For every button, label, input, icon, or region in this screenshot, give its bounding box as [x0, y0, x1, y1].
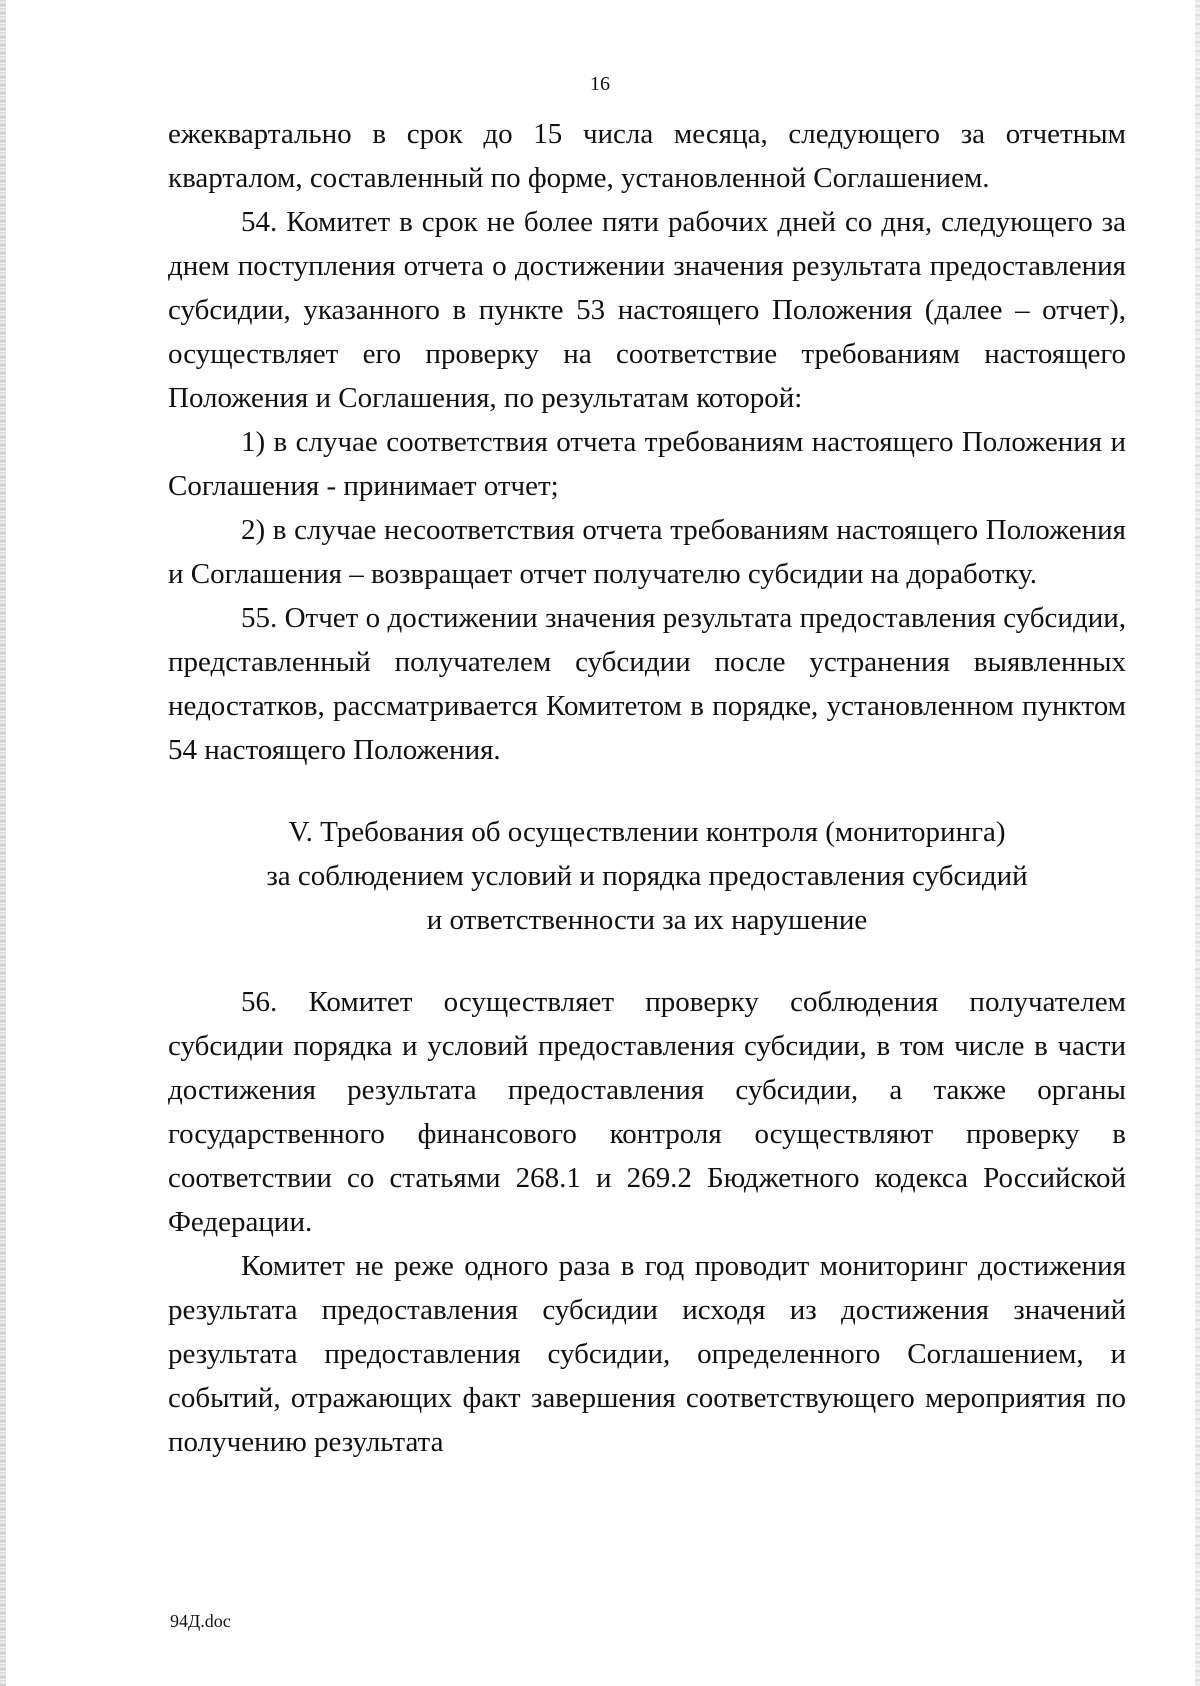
paragraph-monitoring: Комитет не реже одного раза в год проводит мониторинг достижения результата предоставления субсидии исходя из достижения значений результата предоставления субсидии, определенного Соглашением, и событий, отражающих факт завершения соответствующего мероприятия по получению результата	[168, 1250, 1126, 1458]
paragraph-continuation: ежеквартально в срок до 15 числа месяца, следующего за отчетным кварталом, составленный по форме, установленной Соглашением.	[168, 118, 1126, 194]
document-body	[168, 112, 1126, 1464]
section-heading-line-1: V. Требования об осуществлении контроля (мониторинга)	[288, 816, 1006, 848]
scan-edge-left	[0, 0, 6, 1686]
page-number: 16	[590, 73, 610, 95]
footer-document-name: 94Д.doc	[170, 1611, 231, 1631]
section-heading-line-3: и ответственности за их нарушение	[426, 904, 868, 936]
paragraph-55: 55. Отчет о достижении значения результата предоставления субсидии, представленный получателем субсидии после устранения выявленных недостатков, рассматривается Комитетом в порядке, установленном пунктом 54 настоящего Положения.	[168, 602, 1126, 766]
paragraph-54: 54. Комитет в срок не более пяти рабочих дней со дня, следующего за днем поступления отчета о достижении значения результата предоставления субсидии, указанного в пункте 53 настоящего Положения (далее – отчет), осуществляет его проверку на соответствие требованиям настоящего Положения и Соглашения, по результатам которой:	[168, 206, 1126, 414]
paragraph-54-item-1: 1) в случае соответствия отчета требованиям настоящего Положения и Соглашения - принимает отчет;	[168, 426, 1126, 502]
section-heading	[168, 810, 1126, 942]
section-heading-line-2: за соблюдением условий и порядка предоставления субсидий	[266, 860, 1028, 892]
paragraph-56: 56. Комитет осуществляет проверку соблюдения получателем субсидии порядка и условий предоставления субсидии, в том числе в части достижения результата предоставления субсидии, а также органы государственного финансового контроля осуществляют проверку в соответствии со статьями 268.1 и 269.2 Бюджетного кодекса Российской Федерации.	[168, 986, 1126, 1238]
scan-edge-right	[1195, 0, 1200, 1686]
paragraph-54-item-2: 2) в случае несоответствия отчета требованиям настоящего Положения и Соглашения – возвращает отчет получателю субсидии на доработку.	[168, 514, 1126, 590]
